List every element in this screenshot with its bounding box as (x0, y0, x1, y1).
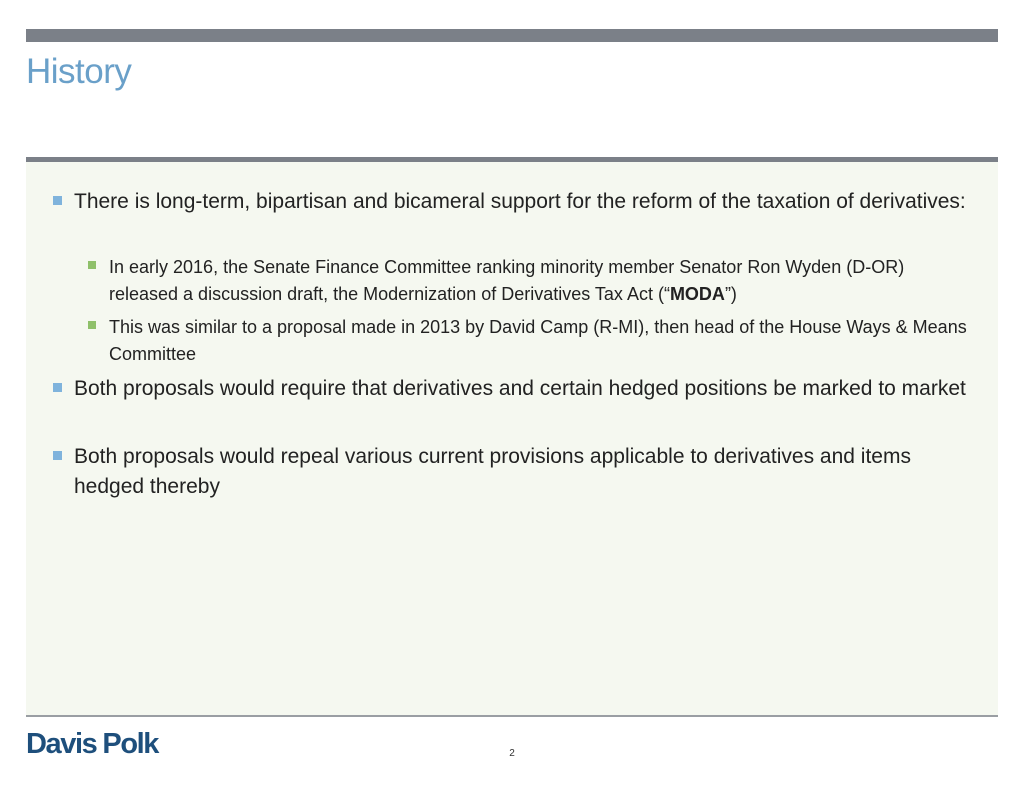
bullet-text: Both proposals would require that derivatives and certain hedged positions be marked to market (74, 377, 966, 400)
bullet-text: There is long-term, bipartisan and bicameral support for the reform of the taxation of derivatives: (74, 190, 966, 213)
bottom-rule (26, 715, 998, 717)
sub-bullet-text: This was similar to a proposal made in 2013 by David Camp (R-MI), then head of the House Ways & Means Committee (109, 317, 967, 364)
square-bullet-icon (53, 196, 62, 205)
sub-bullet-text: In early 2016, the Senate Finance Committee ranking minority member Senator Ron Wyden (D-OR) released a discussion draft, the Modernization of Derivatives Tax Act (“MODA”) (109, 257, 905, 304)
square-bullet-icon (53, 451, 62, 460)
moda-bold: MODA (669, 284, 725, 304)
bullet-item-1 (74, 187, 974, 217)
page-number: 2 (509, 748, 515, 759)
davis-polk-logo: Davis Polk (26, 728, 159, 760)
top-bar (26, 29, 998, 42)
bullet-text: Both proposals would repeal various current provisions applicable to derivatives and items hedged thereby (74, 445, 911, 498)
bullet-item-3 (74, 442, 974, 502)
slide-title: History (26, 52, 132, 91)
bullet-item-2 (74, 374, 974, 404)
square-bullet-icon (53, 383, 62, 392)
sub-bullet-item-2 (109, 314, 969, 368)
square-bullet-icon (88, 321, 96, 329)
content-area (26, 162, 998, 715)
sub-bullet-item-1 (109, 254, 969, 308)
square-bullet-icon (88, 261, 96, 269)
